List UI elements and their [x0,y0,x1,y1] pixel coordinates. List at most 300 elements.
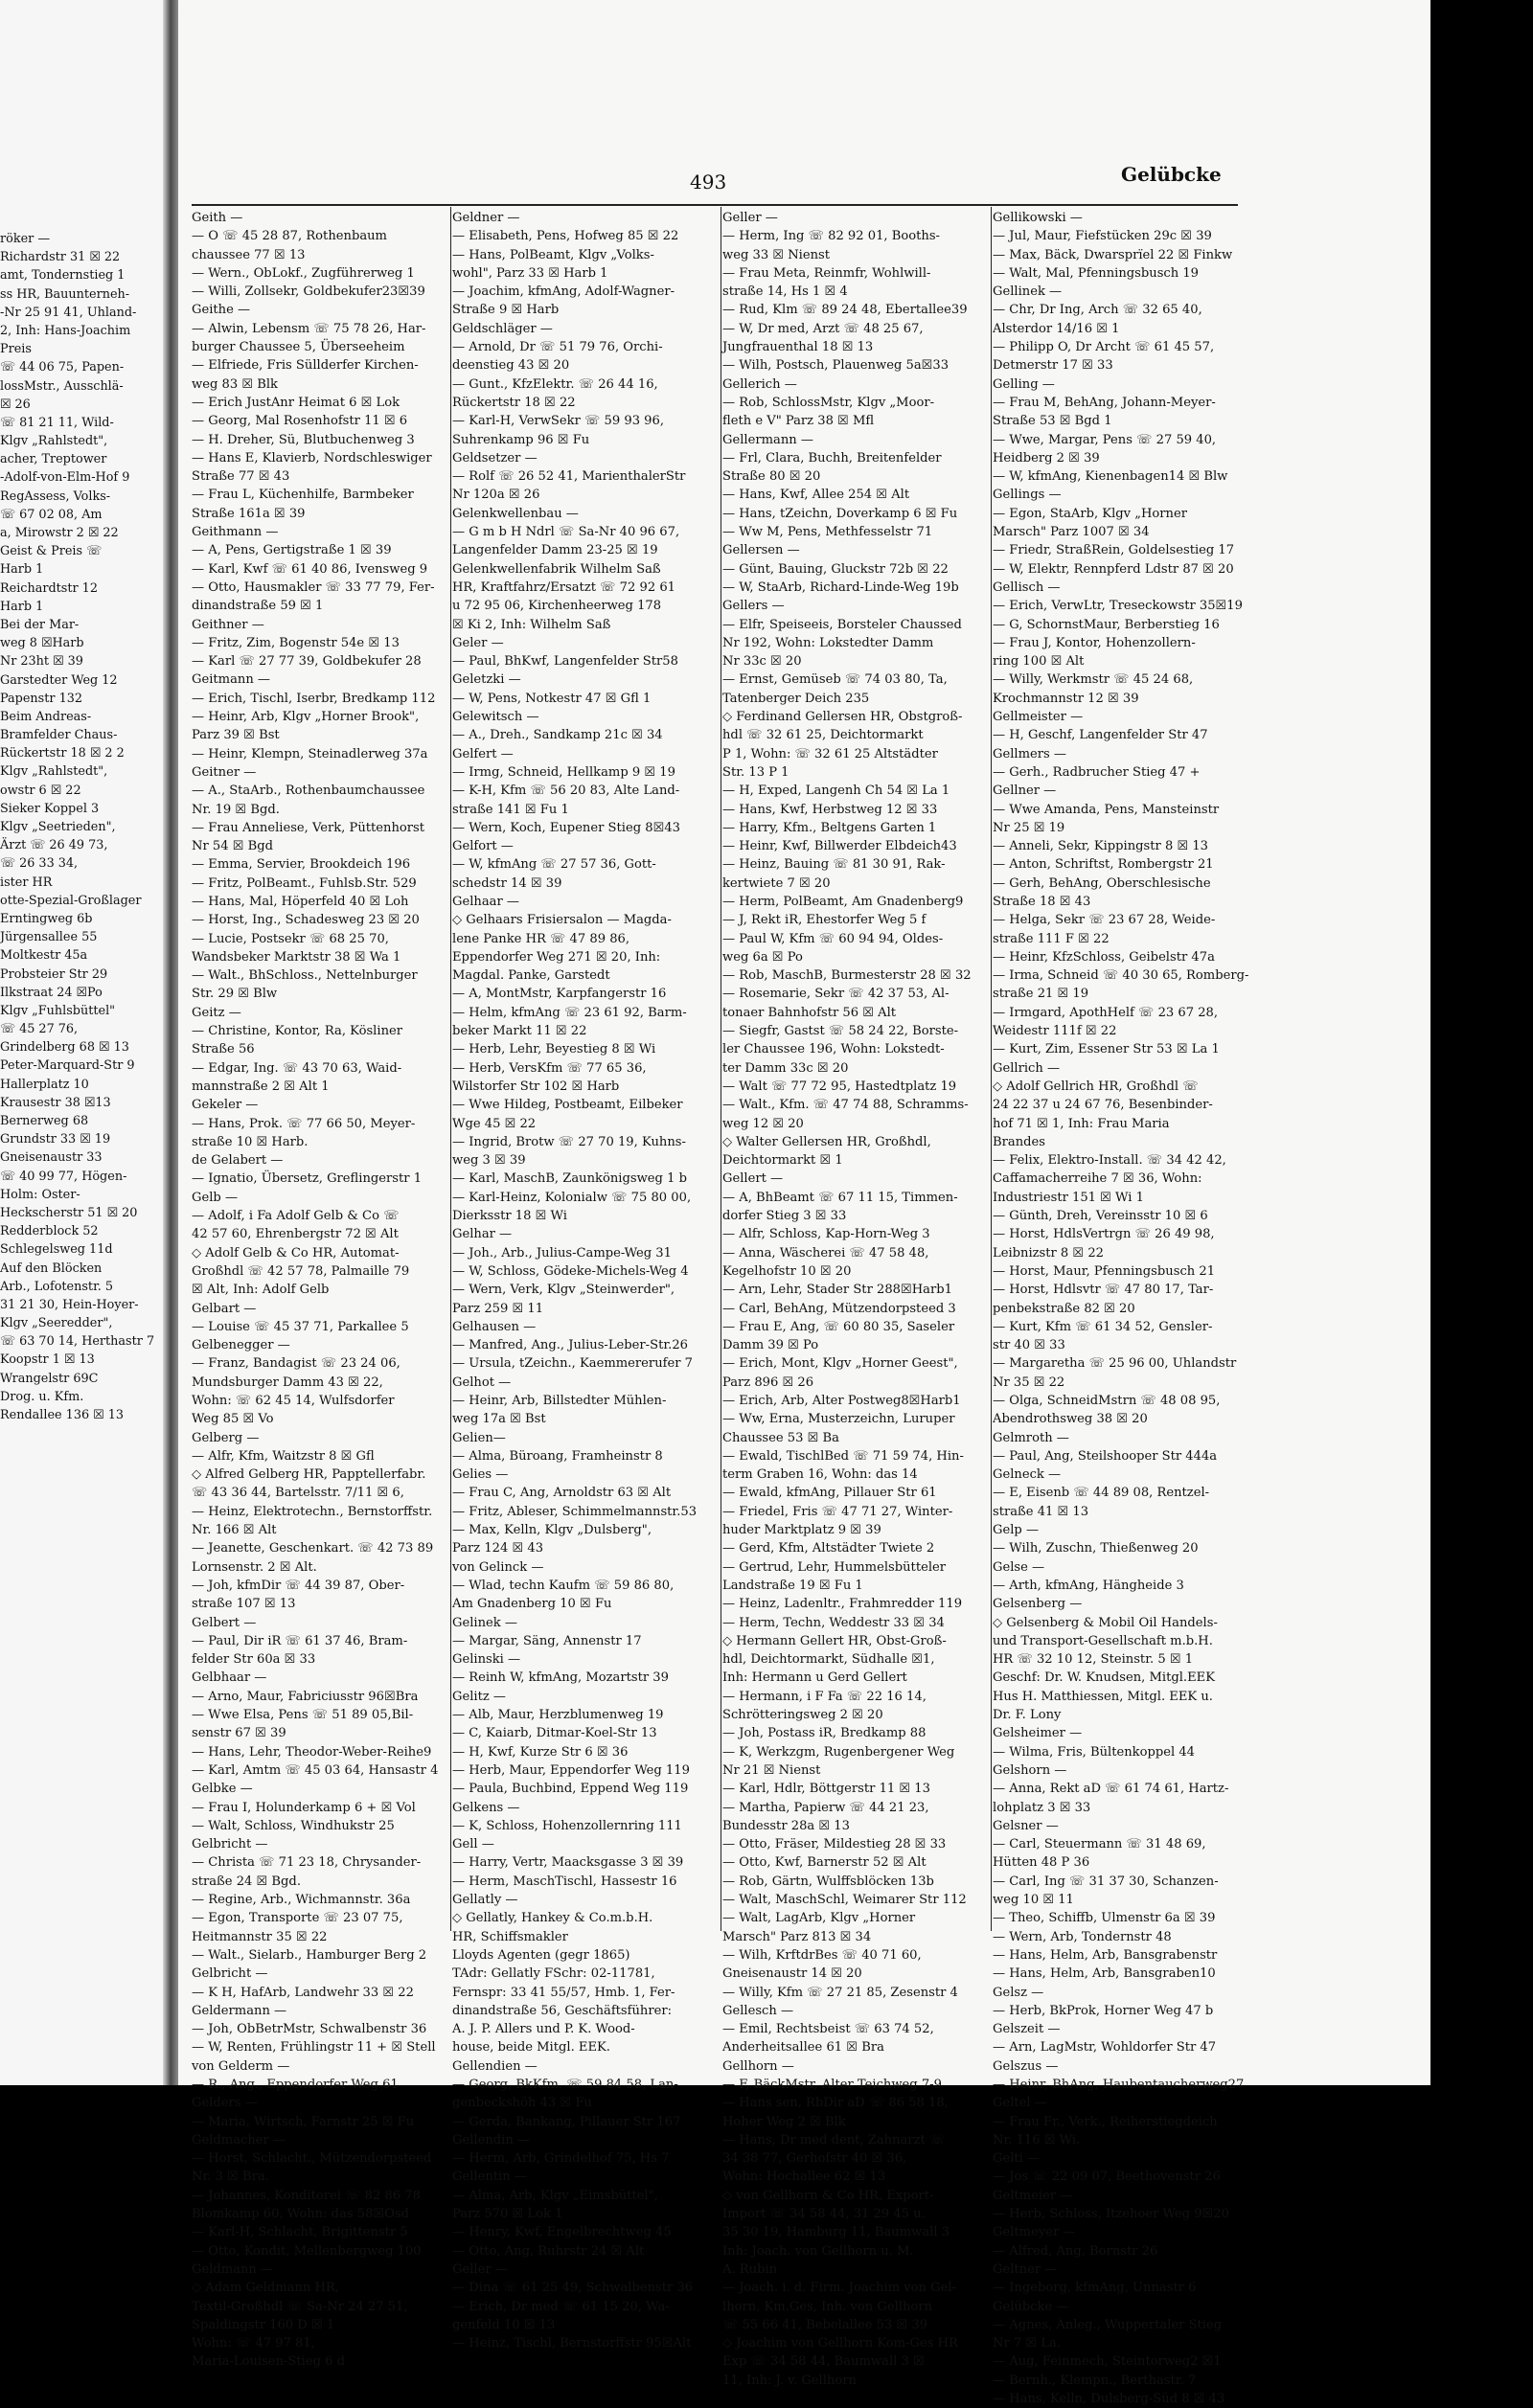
directory-line: Geldmacher — [192,2132,286,2147]
directory-line: — Heinr, KfzSchloss, Geibelstr 47a [993,949,1215,965]
directory-line: — Hans sen, RbDir aD ☏ 86 58 18, [722,2096,949,2111]
directory-line: straße 10 ☒ Harb. [192,1134,309,1149]
directory-line: Lornsenstr. 2 ☒ Alt. [192,1559,317,1575]
directory-line: mannstraße 2 ☒ Alt 1 [192,1079,330,1094]
directory-line: Krausestr 38 ☒13 [0,1095,111,1110]
directory-line: ☒ 26 [0,397,31,412]
directory-line: — Gertrud, Lehr, Hummelsbütteler [722,1559,947,1575]
directory-line: Klgv „Fuhlsbüttel" [0,1003,116,1018]
directory-line: — Max, Bäck, Dwarsprïel 22 ☒ Finkw [993,247,1233,262]
directory-line: — A, MontMstr, Karpfangerstr 16 [452,987,667,1002]
directory-line: Geldsetzer — [452,450,538,466]
directory-line: Auf den Blöcken [0,1261,103,1276]
directory-line: Rückertstr 18 ☒ 22 [452,395,576,410]
directory-line: — Günth, Dreh, Vereinsstr 10 ☒ 6 [993,1209,1208,1224]
directory-line: Suhrenkamp 96 ☒ Fu [452,432,590,447]
directory-line: Blomkamp 60, Wohn: das 58☒Osd [192,2207,409,2222]
directory-line: — Heinz, Elektrotechn., Bernstorffstr. [192,1504,433,1519]
column-divider [991,207,992,1931]
directory-line: straße 21 ☒ 19 [993,987,1089,1002]
directory-line: Gelbricht — [192,1966,268,1982]
directory-line: Str. 29 ☒ Blw [192,987,278,1002]
directory-line: huder Marktplatz 9 ☒ 39 [722,1523,881,1538]
directory-line: — Frau J, Kontor, Hohenzollern- [993,635,1196,650]
directory-column-4 [993,209,1251,2408]
directory-line: 11, Inh: J. v. Gellhorn [722,2373,857,2388]
directory-line: Papenstr 132 [0,691,82,706]
directory-line: — A., Dreh., Sandkamp 21c ☒ 34 [452,728,663,743]
directory-line: Spaldingstr 160 D ☒ 1 [192,2317,335,2332]
directory-line: Straße 77 ☒ 43 [192,469,290,485]
directory-line: Straße 53 ☒ Bgd 1 [993,414,1112,429]
directory-line: — Herb, Schloss, Itzehoer Weg 9☒20 [993,2207,1229,2222]
directory-line: Geitz — [192,1005,241,1020]
directory-line: — A., StaArb., Rothenbaumchaussee [192,784,425,799]
directory-line: — Ewald, kfmAng, Pillauer Str 61 [722,1486,937,1501]
directory-line: Gelse — [993,1559,1045,1575]
directory-line: dorfer Stieg 3 ☒ 33 [722,1209,847,1224]
directory-line: Gelenkwellenbau — [452,506,579,521]
directory-line: Jungfrauenthal 18 ☒ 13 [722,340,874,355]
directory-line: Gellatly — [452,1893,518,1908]
directory-line: — Rosemarie, Sekr ☏ 42 37 53, Al- [722,987,950,1002]
directory-line: Gekeler — [192,1098,259,1113]
directory-column-3 [722,209,991,2390]
directory-line: — Rob, SchlossMstr, Klgv „Moor- [722,395,935,410]
directory-line: Gelbricht — [192,1837,268,1852]
directory-line: Erntingweg 6b [0,911,93,926]
directory-line: — Margaretha ☏ 25 96 00, Uhlandstr [993,1356,1237,1372]
directory-line: — Emil, Rechtsbeist ☏ 63 74 52, [722,2022,934,2037]
directory-line: — Willy, Kfm ☏ 27 21 85, Zesenstr 4 [722,1985,958,2000]
directory-line: — Herm, PolBeamt, Am Gnadenberg9 [722,894,964,909]
directory-line: u 72 95 06, Kirchenheerweg 178 [452,599,662,614]
directory-line: — Irmg, Schneid, Hellkamp 9 ☒ 19 [452,764,675,780]
directory-line: — Alb, Maur, Herzblumenweg 19 [452,1708,664,1723]
directory-line: Gelinek — [452,1615,517,1630]
directory-line: Nr 25 ☒ 19 [993,820,1065,835]
directory-line: — Willi, Zollsekr, Goldbekufer23☒39 [192,284,425,300]
directory-line: — Paul, Ang, Steilshooper Str 444a [993,1448,1218,1464]
directory-line: Arb., Lofotenstr. 5 [0,1279,114,1294]
directory-line: Geitmann — [192,672,271,688]
directory-line: ◇ Walter Gellersen HR, Großhdl, [722,1134,931,1149]
directory-line: Hütten 48 P 36 [993,1855,1090,1871]
directory-line: — Herb, VersKfm ☏ 77 65 36, [452,1060,647,1076]
directory-line: — Heinz, Bauing ☏ 81 30 91, Rak- [722,857,946,873]
directory-line: — Otto, Hausmakler ☏ 33 77 79, Fer- [192,579,435,595]
directory-line: — Frau I, Holunderkamp 6 + ☒ Vol [192,1800,416,1815]
directory-line: burger Chaussee 5, Überseeheim [192,340,405,355]
directory-line: Geldschläger — [452,321,553,336]
directory-line: Nr. 166 ☒ Alt [192,1523,277,1538]
directory-line: — Wwe Hildeg, Postbeamt, Eilbeker [452,1098,683,1113]
directory-line: — Georg, Mal Rosenhofstr 11 ☒ 6 [192,414,408,429]
directory-line: — Edgar, Ing. ☏ 43 70 63, Waid- [192,1060,402,1076]
directory-line: Industriestr 151 ☒ Wi 1 [993,1190,1144,1205]
directory-line: — Frau E, Ang, ☏ 60 80 35, Saseler [722,1319,955,1334]
directory-line: — J, Rekt iR, Ehestorfer Weg 5 f [722,913,927,928]
directory-line: — Frl, Clara, Buchh, Breitenfelder [722,450,942,466]
directory-line: straße 24 ☒ Bgd. [192,1874,301,1889]
directory-line: — Hans, Mal, Höperfeld 40 ☒ Loh [192,894,409,909]
directory-line: — Wern., ObLokf., Zugführerweg 1 [192,265,415,281]
directory-line: — Ww, Erna, Musterzeichn, Luruper [722,1412,955,1427]
directory-line: — W, Renten, Frühlingstr 11 + ☒ Stell [192,2040,436,2056]
directory-line: — Karl-H, Schlacht, Brigittenstr 5 [192,2225,408,2240]
directory-line: — Frau M, BehAng, Johann-Meyer- [993,395,1216,410]
directory-line: — Hermann, i F Fa ☏ 22 16 14, [722,1689,927,1704]
directory-line: chaussee 77 ☒ 13 [192,247,306,262]
directory-line: — Heinr, Arb, Klgv „Horner Brook", [192,710,420,725]
directory-line: Probsteier Str 29 [0,966,108,982]
directory-line: Kegelhofstr 10 ☒ 20 [722,1263,852,1279]
directory-line: — G m b H Ndrl ☏ Sa-Nr 40 96 67, [452,525,680,540]
directory-line: Nr 23ht ☒ 39 [0,654,83,670]
directory-line: — Wwe Elsa, Pens ☏ 51 89 05,Bil- [192,1708,414,1723]
directory-line: Heitmannstr 35 ☒ 22 [192,1929,328,1944]
directory-line: — Karl, MaschB, Zaunkönigsweg 1 b [452,1171,687,1187]
directory-line: Wohn: ☏ 47 97 81, [192,2336,315,2351]
directory-line: Gelti — [993,2151,1041,2167]
directory-line: — Alwin, Lebensm ☏ 75 78 26, Har- [192,321,426,336]
directory-line: Gelb — [192,1190,239,1205]
directory-line: weg 3 ☒ 39 [452,1153,526,1169]
directory-line: Lloyds Agenten (gegr 1865) [452,1947,630,1963]
directory-line: — Arnold, Dr ☏ 51 79 76, Orchi- [452,340,663,355]
directory-line: TAdr: Gellatly FSchr: 02-11781, [452,1966,655,1982]
directory-line: Sieker Koppel 3 [0,801,100,816]
directory-line: straße 111 F ☒ 22 [993,931,1110,946]
directory-line: Harb 1 [0,562,44,578]
directory-line: — Hans, tZeichn, Doverkamp 6 ☒ Fu [722,506,958,521]
directory-line: — K-H, Kfm ☏ 56 20 83, Alte Land- [452,784,680,799]
directory-line: Detmerstr 17 ☒ 33 [993,358,1113,374]
directory-line: Nr. 19 ☒ Bgd. [192,802,280,817]
directory-line: — Frau C, Ang, Arnoldstr 63 ☒ Alt [452,1486,672,1501]
directory-line: amt, Tondernstieg 1 [0,268,126,284]
directory-line: Marsch" Parz 1007 ☒ 34 [993,525,1150,540]
directory-line: — Regine, Arb., Wichmannstr. 36a [192,1893,411,1908]
directory-line: — Johannes, Konditorei ☏ 82 86 78 [192,2188,421,2203]
directory-line: P 1, Wohn: ☏ 32 61 25 Altstädter [722,746,938,761]
directory-line: ☒ Ki 2, Inh: Wilhelm Saß [452,617,611,632]
directory-line: — Herm, Ing ☏ 82 92 01, Booths- [722,229,940,244]
header-rule [192,204,1238,206]
directory-line: ◇ Gellatly, Hankey & Co.m.b.H. [452,1911,653,1926]
directory-line: — Fritz, Zim, Bogenstr 54e ☒ 13 [192,635,400,650]
directory-line: — Ernst, Gemüseb ☏ 74 03 80, Ta, [722,672,948,688]
directory-line: HR ☏ 32 10 12, Steinstr. 5 ☒ 1 [993,1652,1194,1668]
directory-line: Alsterdor 14/16 ☒ 1 [993,321,1120,336]
directory-line: weg 17a ☒ Bst [452,1412,546,1427]
directory-line: str 40 ☒ 33 [993,1338,1065,1353]
directory-line: 34 38 77, Gerhofstr 40 ☒ 36, [722,2151,907,2167]
directory-line: Bei der Mar- [0,617,80,632]
directory-line: ☏ 43 36 44, Bartelsstr. 7/11 ☒ 6, [192,1486,404,1501]
directory-line: Marsch" Parz 813 ☒ 34 [722,1929,872,1944]
directory-line: wohl", Parz 33 ☒ Harb 1 [452,265,608,281]
directory-line: — H, Exped, Langenh Ch 54 ☒ La 1 [722,784,950,799]
directory-line: ter Damm 33c ☒ 20 [722,1060,849,1076]
directory-line: Gellers — [722,599,785,614]
directory-line: und Transport-Gesellschaft m.b.H. [993,1633,1213,1648]
directory-line: Bramfelder Chaus- [0,728,118,743]
directory-line: Redderblock 52 [0,1224,99,1239]
directory-line: — Helga, Sekr ☏ 23 67 28, Weide- [993,913,1216,928]
directory-line: Caffamacherreihe 7 ☒ 36, Wohn: [993,1171,1202,1187]
directory-line: Import ☏ 34 58 44, 31 29 45 u. [722,2207,926,2222]
directory-line: Straße 56 [192,1042,255,1057]
directory-line: Heidberg 2 ☒ 39 [993,450,1100,466]
directory-line: term Graben 16, Wohn: das 14 [722,1467,918,1483]
directory-line: — Herb, Lehr, Beyestieg 8 ☒ Wi [452,1042,656,1057]
directory-line: — Herb, BkProk, Horner Weg 47 b [993,2003,1214,2018]
directory-line: Gelinski — [452,1652,521,1668]
directory-line: von Gelderm — [192,2058,290,2074]
directory-line: Ärzt ☏ 26 49 73, [0,838,108,853]
directory-line: Gelies — [452,1467,509,1483]
directory-line: acher, Treptower [0,452,107,467]
directory-line: — Friedel, Fris ☏ 47 71 27, Winter- [722,1504,953,1519]
directory-line: ☏ 26 33 34, [0,856,79,872]
directory-line: 42 57 60, Ehrenbergstr 72 ☒ Alt [192,1227,399,1242]
directory-line: Gelewitsch — [452,710,539,725]
directory-line: — Herm, Arb, Grindelhof 75, Hs 7 [452,2151,670,2167]
directory-line: Gellikowski — [993,211,1083,225]
directory-line: Geller — [722,211,778,225]
directory-line: ◇ Adam Geldmann HR, [192,2281,339,2296]
directory-line: — Horst, HdlsVertrgn ☏ 26 49 98, [993,1227,1215,1242]
directory-line: — Elisabeth, Pens, Hofweg 85 ☒ 22 [452,229,679,244]
directory-line: ◇ Adolf Gelb & Co HR, Automat- [192,1245,400,1261]
directory-line: lossMstr., Ausschlä- [0,378,124,394]
directory-line: — Hans, Helm, Arb, Bansgrabenstr [993,1947,1218,1963]
directory-line: — Walt., Sielarb., Hamburger Berg 2 [192,1947,427,1963]
directory-line: hof 71 ☒ 1, Inh: Frau Maria [993,1116,1170,1131]
directory-line: — Wern, Koch, Eupener Stieg 8☒43 [452,820,680,835]
directory-line: Gellermann — [722,432,813,447]
directory-line: Wilstorfer Str 102 ☒ Harb [452,1079,620,1094]
directory-line: -Nr 25 91 41, Uhland- [0,305,137,320]
directory-line: — Arth, kfmAng, Hängheide 3 [993,1578,1184,1593]
directory-line: — Jul, Maur, Fiefstücken 29c ☒ 39 [993,229,1212,244]
directory-line: — Walt, Schloss, Windhukstr 25 [192,1818,395,1833]
directory-line: — Jos ☏ 22 09 07, Beethovenstr 26 [993,2169,1221,2185]
directory-line: — F, BäckMstr, Alter Teichweg 7-9 [722,2077,942,2092]
directory-line: Gellmers — [993,746,1066,761]
directory-line: — Wwe Amanda, Pens, Mansteinstr [993,802,1220,817]
directory-line: — Joh, Postass iR, Bredkamp 88 [722,1726,927,1741]
directory-line: — Theo, Schiffb, Ulmenstr 6a ☒ 39 [993,1911,1216,1926]
directory-line: — Fritz, Ableser, Schimmelmannstr.53 [452,1504,698,1519]
directory-line: ☏ 44 06 75, Papen- [0,360,125,375]
directory-line: Wandsbeker Marktstr 38 ☒ Wa 1 [192,949,401,965]
directory-line: Chaussee 53 ☒ Ba [722,1430,839,1445]
directory-line: Anderheitsallee 61 ☒ Bra [722,2040,884,2056]
directory-line: Gelberg — [192,1430,260,1445]
directory-line: — Horst, Maur, Pfenningsbusch 21 [993,1263,1216,1279]
directory-line: Dierksstr 18 ☒ Wi [452,1209,567,1224]
directory-line: Wge 45 ☒ 22 [452,1116,537,1131]
directory-line: — Arno, Maur, Fabriciusstr 96☒Bra [192,1689,419,1704]
directory-line: — Wilma, Fris, Bültenkoppel 44 [993,1744,1196,1760]
directory-line: — Horst, Ing., Schadesweg 23 ☒ 20 [192,913,420,928]
directory-line: — Alfred, Ang, Bornstr 26 [993,2243,1158,2259]
directory-line: — H. Dreher, Sü, Blutbuchenweg 3 [192,432,415,447]
directory-line: Gelkens — [452,1800,520,1815]
directory-line: — Siegfr, Gastst ☏ 58 24 22, Borste- [722,1024,959,1039]
directory-line: — Christine, Kontor, Ra, Kösliner [192,1024,403,1039]
directory-line: — Walt, Mal, Pfenningsbusch 19 [993,265,1199,281]
directory-line: Abendrothsweg 38 ☒ 20 [993,1412,1148,1427]
directory-line: — Paul, Dir iR ☏ 61 37 46, Bram- [192,1633,408,1648]
directory-line: Parz 570 ☒ Lok 1 [452,2207,563,2222]
running-head: Gelübcke [1121,163,1222,186]
directory-line: — Franz, Bandagist ☏ 23 24 06, [192,1356,400,1372]
directory-line: — Hans E, Klavierb, Nordschleswiger [192,450,432,466]
directory-line: Gelhausen — [452,1319,537,1334]
directory-line: ◇ Gelhaars Frisiersalon — Magda- [452,913,672,928]
directory-line: — Walt, MaschSchl, Weimarer Str 112 [722,1893,967,1908]
directory-line: Gelders — [192,2096,258,2111]
directory-line: — Helm, kfmAng ☏ 23 61 92, Barm- [452,1005,687,1020]
directory-line: Jürgensallee 55 [0,930,98,945]
directory-line: Brandes [993,1134,1045,1149]
directory-line: Gellmeister — [993,710,1084,725]
directory-line: Grundstr 33 ☒ 19 [0,1132,111,1147]
directory-line: — Fritz, PolBeamt., Fuhlsb.Str. 529 [192,875,417,891]
directory-line: ☏ 63 70 14, Herthastr 7 [0,1334,155,1350]
directory-line: — Hans, Helm, Arb, Bansgraben10 [993,1966,1216,1982]
directory-line: Gelsner — [993,1818,1059,1833]
directory-line: Krochmannstr 12 ☒ 39 [993,691,1139,706]
directory-line: — Wern, Verk, Klgv „Steinwerder", [452,1283,675,1298]
directory-line: — Carl, Steuermann ☏ 31 48 69, [993,1837,1206,1852]
directory-line: — Horst, Schlacht., Mützendorpsteed [192,2151,432,2167]
directory-line: — Christa ☏ 71 23 18, Chrysander- [192,1855,422,1871]
directory-line: ss HR, Bauunterneh- [0,286,130,302]
book-gutter [163,0,178,2085]
directory-line: — W, Schloss, Gödeke-Michels-Weg 4 [452,1263,689,1279]
directory-line: — E, Eisenb ☏ 44 89 08, Rentzel- [993,1486,1210,1501]
directory-line: Grindelberg 68 ☒ 13 [0,1040,129,1056]
directory-line: Gelien— [452,1430,506,1445]
directory-line: Nr 7 ☒ La. [993,2336,1061,2351]
directory-line: Eppendorfer Weg 271 ☒ 20, Inh: [452,949,661,965]
directory-line: — Rud, Klm ☏ 89 24 48, Ebertallee39 [722,303,968,318]
directory-line: Holm: Oster- [0,1187,80,1202]
directory-line: — Joach. i. d. Firm. Joachim von Gel- [722,2281,956,2296]
directory-line: — Walt ☏ 77 72 95, Hastedtplatz 19 [722,1079,957,1094]
directory-line: — Alma, Büroang, Framheinstr 8 [452,1448,663,1464]
directory-line: — Ewald, TischlBed ☏ 71 59 74, Hin- [722,1448,964,1464]
directory-line: — Ursula, tZeichn., Kaemmererufer 7 [452,1356,693,1372]
directory-line: — Erich, Dr med ☏ 61 15 20, Wa- [452,2299,670,2314]
directory-line: Geschf: Dr. W. Knudsen, Mitgl.EEK [993,1670,1215,1686]
directory-line: HR, Kraftfahrz/Ersatzt ☏ 72 92 61 [452,579,675,595]
directory-line: — A, BhBeamt ☏ 67 11 15, Timmen- [722,1190,958,1205]
directory-line: — Erich JustAnr Heimat 6 ☒ Lok [192,395,400,410]
directory-line: — Heinz, Tischl, Bernstorffstr 95☒Alt [452,2336,692,2351]
directory-line: Deichtormarkt ☒ 1 [722,1153,843,1169]
directory-line: ☏ 67 02 08, Am [0,507,103,522]
directory-line: lene Panke HR ☏ 47 89 86, [452,931,630,946]
directory-line: Geletzki — [452,672,521,688]
directory-line: kertwiete 7 ☒ 20 [722,875,831,891]
directory-line: — Karl, Kwf ☏ 61 40 86, Ivensweg 9 [192,561,428,577]
directory-line: weg 10 ☒ 11 [993,1893,1074,1908]
directory-line: — W, Elektr, Rennpferd Ldstr 87 ☒ 20 [993,561,1234,577]
directory-line: — Arn, LagMstr, Wohldorfer Str 47 [993,2040,1217,2056]
directory-line: — Hans, Dr med dent, Zahnarzt ☏ [722,2132,946,2147]
directory-line: Wrangelstr 69C [0,1371,99,1386]
directory-line: — Herm, Techn, Weddestr 33 ☒ 34 [722,1615,945,1630]
directory-line: Langenfelder Damm 23-25 ☒ 19 [452,543,658,558]
directory-line: — Hans, Kwf, Allee 254 ☒ Alt [722,488,910,503]
directory-line: Nr 54 ☒ Bgd [192,839,273,854]
directory-line: Schlegelsweg 11d [0,1242,113,1258]
directory-line: — Manfred, Ang., Julius-Leber-Str.26 [452,1338,688,1353]
directory-line: — O ☏ 45 28 87, Rothenbaum [192,229,387,244]
directory-line: ◇ von Gellhorn & Co HR, Export- [722,2188,934,2203]
directory-line: Gelszeit — [993,2022,1061,2037]
directory-line: — Karl ☏ 27 77 39, Goldbekufer 28 [192,654,422,670]
directory-line: ☏ 40 99 77, Högen- [0,1169,127,1184]
directory-line: Gellhorn — [722,2058,794,2074]
directory-line: Geltmeyer — [993,2225,1076,2240]
directory-line: Gelbart — [192,1301,257,1316]
directory-line: Koopstr 1 ☒ 13 [0,1352,95,1368]
directory-line: — Joh., Arb., Julius-Campe-Weg 31 [452,1245,672,1261]
directory-line: Nr. 3 ☒ Bra. [192,2169,269,2185]
directory-line: — Rob, MaschB, Burmesterstr 28 ☒ 32 [722,968,972,984]
directory-line: — Joh, ObBetrMstr, Schwalbenstr 36 [192,2022,427,2037]
directory-line: HR, Schiffsmakler [452,1929,568,1944]
directory-line: Gellner — [993,784,1057,799]
directory-line: Geller — [452,2261,508,2277]
directory-line: — Agnes, Anleg., Wuppertaler Stieg [993,2317,1223,2332]
directory-line: Nr. 116 ☒ Wi. [993,2132,1081,2147]
directory-line: — W, kfmAng, Kienenbagen14 ☒ Blw [993,469,1228,485]
directory-line: — Martha, Papierw ☏ 44 21 23, [722,1800,929,1815]
directory-line: — Ignatio, Übersetz, Greflingerstr 1 [192,1171,423,1187]
directory-line: — Otto, Kwf, Barnerstr 52 ☒ Alt [722,1855,927,1871]
directory-line: — Gunt., KfzElektr. ☏ 26 44 16, [452,376,658,392]
directory-line: Wohn: ☏ 62 45 14, Wulfsdorfer [192,1394,395,1408]
directory-line: — Ingrid, Brotw ☏ 27 70 19, Kuhns- [452,1134,686,1149]
directory-line: — Walt., Kfm. ☏ 47 74 88, Schramms- [722,1098,969,1113]
directory-line: Gelübcke — [993,2299,1069,2314]
directory-line: Hus H. Matthiessen, Mitgl. EEK u. [993,1689,1213,1704]
directory-line: Straße 18 ☒ 43 [993,894,1091,909]
directory-line: — Harry, Vertr, Maacksgasse 3 ☒ 39 [452,1855,684,1871]
directory-line: Parz 124 ☒ 43 [452,1541,544,1556]
directory-line: A. Rubin [722,2261,778,2277]
directory-line: Straße 161a ☒ 39 [192,506,306,521]
directory-line: Gneisenaustr 33 [0,1150,103,1166]
directory-line: a, Mirowstr 2 ☒ 22 [0,526,119,540]
directory-line: — Heinr, Kwf, Billwerder Elbdeich43 [722,839,957,854]
directory-line: — Max, Kelln, Klgv „Dulsberg", [452,1523,652,1538]
directory-line: Gellesch — [722,2003,794,2018]
directory-line: Klgv „Rahlstedt", [0,434,108,449]
directory-line: weg 83 ☒ Blk [192,376,278,392]
directory-line: senstr 67 ☒ 39 [192,1726,286,1741]
directory-line: — Alma, Arb, Klgv „Eimsbüttel", [452,2188,658,2203]
left-facing-page-fragment [0,0,171,2085]
directory-line: — Karl-Heinz, Kolonialw ☏ 75 80 00, [452,1190,692,1205]
